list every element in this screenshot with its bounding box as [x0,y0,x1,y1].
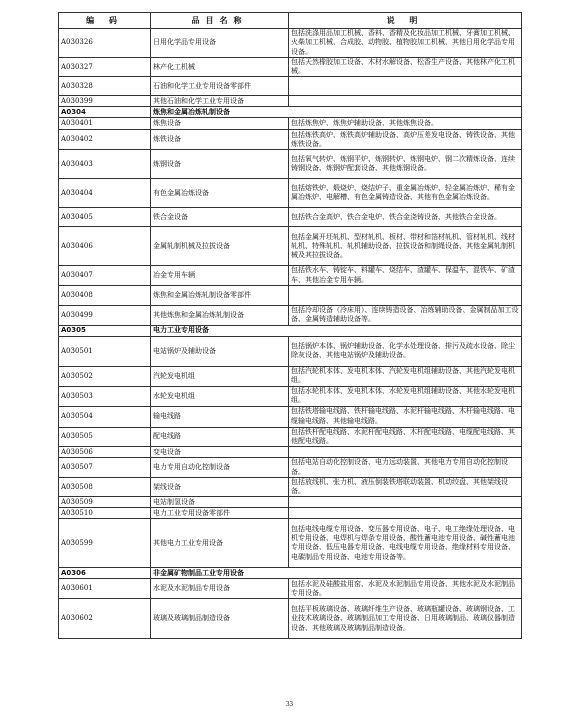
table-row [59,519,522,568]
cell-code: A030404 [59,179,151,208]
cell-description: 包括熔铁炉、煅烧炉、烧结炉子、重金属冶炼炉、轻金属冶炼炉、稀有金属冶炼炉、电解槽、有色金属铸造设备、其他有色金属冶炼设备。 [289,179,522,208]
cell-name: 水泥及水泥制品专用设备 [151,579,289,599]
cell-description: 包括金属开坯轧机、型材轧机、板材、带材和箔材轧机、管材轧机、线材轧机、特殊轧机、轧机辅助设备、拉拔设备和制绳设备、其他金属轧制机械及其拉拔设备。 [289,227,522,266]
table-row [59,508,522,519]
cell-name: 架线设备 [151,477,289,497]
cell-code: A030509 [59,497,151,508]
cell-category-name: 炼焦和金属冶炼轧制设备 [151,107,522,118]
cell-name: 炼钢设备 [151,150,289,179]
cell-name: 石油和化学工业专用设备零部件 [151,77,289,96]
header-code: 编 码 [59,13,151,29]
table-row [59,208,522,227]
cell-description [289,508,522,519]
cell-name: 炼焦和金属冶炼轧制设备零部件 [151,286,289,306]
cell-code: A030406 [59,227,151,266]
cell-code: A0306 [59,568,151,579]
cell-code: A030501 [59,336,151,366]
cell-description: 包括水泥及硅酸盐用窑、水泥及水泥制品专用设备、其他水泥及水泥制品专用设备。 [289,579,522,599]
cell-code: A030505 [59,427,151,447]
cell-description: 包括放线机、张力机、液压倒装铁塔联动装置、机动绞盘、其他架线设备。 [289,477,522,497]
table-row [59,57,522,77]
cell-code: A030602 [59,599,151,639]
cell-name: 输电线路 [151,406,289,427]
table-row [59,130,522,150]
cell-code: A030506 [59,447,151,458]
cell-name: 铁合金设备 [151,208,289,227]
cell-code: A030327 [59,57,151,77]
cell-name: 玻璃及玻璃制品制造设备 [151,599,289,639]
table-row [59,427,522,447]
table-row [59,447,522,458]
table-row [59,150,522,179]
cell-code: A030328 [59,77,151,96]
table-row [59,179,522,208]
header-description: 说 明 [289,13,522,29]
cell-name: 其他石油和化学工业专用设备 [151,96,289,107]
cell-description: 包括炼铁高炉、炼铁高炉辅助设备、高炉压差发电设备、铸铁设备、其他炼铁设备。 [289,130,522,150]
table-row [59,497,522,508]
cell-name: 电站制氢设备 [151,497,289,508]
cell-name: 金属轧制机械及拉拔设备 [151,227,289,266]
cell-description [289,96,522,107]
cell-description: 包括铁杆配电线路、水泥杆配电线路、木杆配电线路、电缆配电线路、其他配电线路。 [289,427,522,447]
cell-name: 其他电力工业专用设备 [151,519,289,568]
cell-name: 炼铁设备 [151,130,289,150]
cell-description: 包括洗涤用品加工机械、香料、香精及化妆品加工机械、牙膏加工机械、火柴加工机械、合成胶、动物胶、植物胶加工机械、其他日用化学品专用设备。 [289,29,522,58]
cell-code: A030599 [59,519,151,568]
cell-description: 包括电线电缆专用设备、变压器专用设备、电子、电工绝缘处理设备、电机专用设备、电焊机与焊条专用设备、酸性蓄电池专用设备、碱性蓄电池专用设备、低压电器专用设备、电线电缆专用设备、绝缘材料专用设备、电碳制品专用设备、电池专用设备等。 [289,519,522,568]
cell-code: A030508 [59,477,151,497]
cell-name: 变电设备 [151,447,289,458]
table-row [59,227,522,266]
cell-code: A030405 [59,208,151,227]
cell-code: A030503 [59,386,151,406]
cell-description: 包括铁合金高炉、铁合金电炉、铁合金浇铸设备、其他铁合金设备。 [289,208,522,227]
table-row [59,96,522,107]
header-name: 品目名称 [151,13,289,29]
cell-code: A030399 [59,96,151,107]
table-row [59,77,522,96]
cell-description: 包括锅炉本体、锅炉辅助设备、化学水处理设备、排污及疏水设备、除尘除灰设备、其他电站锅炉及辅助设备。 [289,336,522,366]
cell-name: 水轮发电机组 [151,386,289,406]
cell-description: 包括冷却设备（冷床用）、连续铸造设备、冶炼辅助设备、金属制品加工设备、金属铸造辅助设备等。 [289,306,522,326]
cell-code: A030504 [59,406,151,427]
cell-code: A030407 [59,266,151,286]
table-row [59,579,522,599]
table-row [59,477,522,497]
cell-code: A0305 [59,325,151,336]
cell-name: 有色金属冶炼设备 [151,179,289,208]
cell-description [289,447,522,458]
cell-description: 包括电站自动化控制设备、电力远动装置、其他电力专用自动化控制设备。 [289,458,522,478]
cell-description [289,497,522,508]
cell-code: A0304 [59,107,151,118]
category-row [59,568,522,579]
cell-name: 电力专用自动化控制设备 [151,458,289,478]
table-row [59,386,522,406]
catalog-table [58,12,522,639]
cell-code: A030601 [59,579,151,599]
cell-name: 日用化学品专用设备 [151,29,289,58]
table-row [59,306,522,326]
category-row [59,325,522,336]
cell-description: 包括铁水车、铸锭车、料罐车、烧结车、渣罐车、保温车、混铁车、矿渣车、其他冶金专用车辆。 [289,266,522,286]
cell-description [289,286,522,306]
cell-code: A030402 [59,130,151,150]
cell-name: 林产化工机械 [151,57,289,77]
cell-description: 包括天然橡胶加工设备、木材水解设备、松香生产设备、其他林产化工机械。 [289,57,522,77]
cell-description: 包括汽轮机本体、发电机本体、汽轮发电机组辅助设备、其他汽轮发电机组。 [289,366,522,386]
table-body [59,29,522,639]
cell-code: A030499 [59,306,151,326]
cell-description: 包括平板玻璃设备、玻璃纤维生产设备、玻璃瓶罐设备、玻璃钢设备、工业技术玻璃设备、玻璃制品加工专用设备、日用玻璃制品、玻璃仪器制造设备、其他玻璃及玻璃制品制造设备。 [289,599,522,639]
table-row [59,458,522,478]
cell-name: 汽轮发电机组 [151,366,289,386]
cell-code: A030408 [59,286,151,306]
cell-name: 配电线路 [151,427,289,447]
cell-category-name: 非金属矿物制品工业专用设备 [151,568,522,579]
page-number: 33 [286,700,293,708]
cell-category-name: 电力工业专用设备 [151,325,522,336]
cell-code: A030502 [59,366,151,386]
cell-description: 包括铁塔输电线路、铁杆输电线路、水泥杆输电线路、木杆输电线路、电缆输电线路、其他输电线路。 [289,406,522,427]
table-row [59,118,522,130]
table-row [59,286,522,306]
cell-name: 冶金专用车辆 [151,266,289,286]
table-row [59,406,522,427]
table-row [59,266,522,286]
cell-name: 电站锅炉及辅助设备 [151,336,289,366]
table-header-row [59,13,522,29]
table-row [59,336,522,366]
cell-description: 包括炼焦炉、炼焦炉辅助设备、其他炼焦设备。 [289,118,522,130]
table-row [59,29,522,58]
cell-description: 包括氧气转炉、炼钢平炉、炼钢转炉、炼钢电炉、钢二次精炼设备、连续铸钢设备、炼钢炉配套设备、其他炼钢设备。 [289,150,522,179]
cell-name: 炼焦设备 [151,118,289,130]
cell-code: A030510 [59,508,151,519]
cell-code: A030326 [59,29,151,58]
table-row [59,366,522,386]
cell-description [289,77,522,96]
cell-code: A030507 [59,458,151,478]
cell-code: A030401 [59,118,151,130]
cell-code: A030403 [59,150,151,179]
cell-name: 电力工业专用设备零部件 [151,508,289,519]
cell-name: 其他炼焦和金属冶炼轧制设备 [151,306,289,326]
cell-description: 包括水轮机本体、发电机本体、水轮发电机组辅助设备、其他水轮发电机组。 [289,386,522,406]
category-row [59,107,522,118]
table-row [59,599,522,639]
